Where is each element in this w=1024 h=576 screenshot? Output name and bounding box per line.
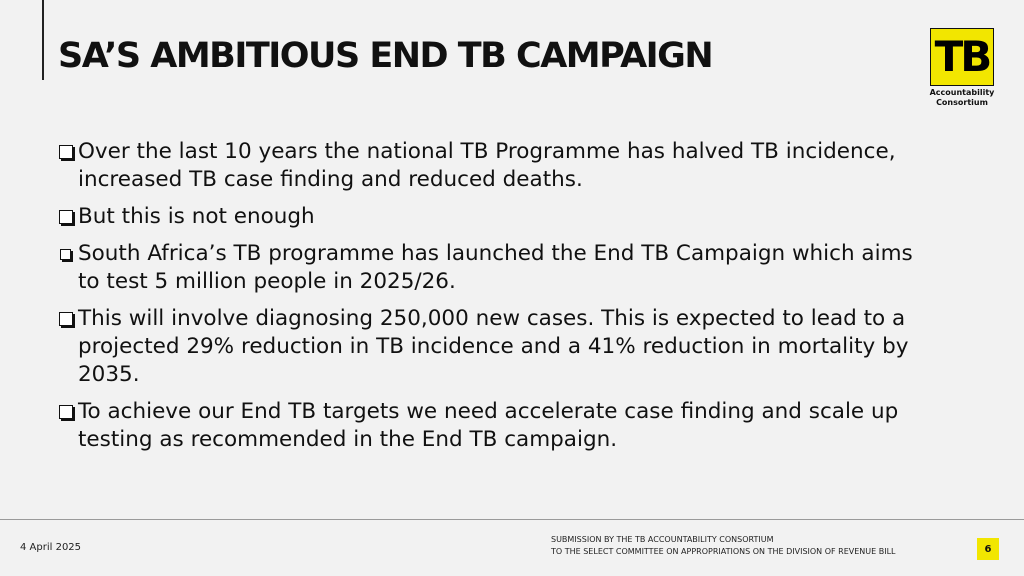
bullet-text: To achieve our End TB targets we need accelerate case finding and scale up testing as recommended in the End TB campaign. — [78, 399, 899, 452]
bullet-text: But this is not enough — [78, 204, 315, 229]
footer-date: 4 April 2025 — [20, 542, 82, 553]
bullet-text: South Africa’s TB programme has launched the End TB Campaign which aims to test 5 million people in 2025/26. — [78, 241, 913, 294]
logo-mark: TB — [930, 28, 994, 86]
logo-line-2: Consortium — [936, 98, 988, 107]
logo-text — [930, 88, 995, 108]
checkbox-bullet-icon — [59, 405, 73, 419]
bullet-text: Over the last 10 years the national TB Programme has halved TB incidence, increased TB case finding and reduced deaths. — [78, 139, 896, 192]
footer-line-1: SUBMISSION BY THE TB ACCOUNTABILITY CONSORTIUM — [551, 535, 774, 544]
bullet-item — [58, 240, 928, 296]
tb-accountability-logo — [930, 28, 994, 108]
bullet-list — [58, 138, 928, 463]
checkbox-bullet-icon — [59, 145, 73, 159]
bullet-item — [58, 398, 928, 454]
footer-submission-text — [551, 534, 895, 558]
checkbox-bullet-icon — [59, 312, 73, 326]
slide-title: SA’S AMBITIOUS END TB CAMPAIGN — [58, 36, 713, 76]
footer-line-2: TO THE SELECT COMMITTEE ON APPROPRIATIONS ON THE DIVISION OF REVENUE BILL — [551, 547, 896, 556]
footer-divider — [0, 519, 1024, 520]
checkbox-bullet-icon — [59, 210, 73, 224]
page-number-badge: 6 — [977, 538, 999, 560]
bullet-text: This will involve diagnosing 250,000 new cases. This is expected to lead to a projected 29% reduction in TB incidence and a 41% reduction in mortality by 2035. — [78, 306, 909, 387]
bullet-item — [58, 138, 928, 194]
title-accent-line — [42, 0, 44, 80]
bullet-item — [58, 203, 928, 231]
logo-line-1: Accountability — [929, 88, 995, 97]
bullet-item — [58, 305, 928, 389]
checkbox-bullet-icon — [60, 249, 71, 260]
